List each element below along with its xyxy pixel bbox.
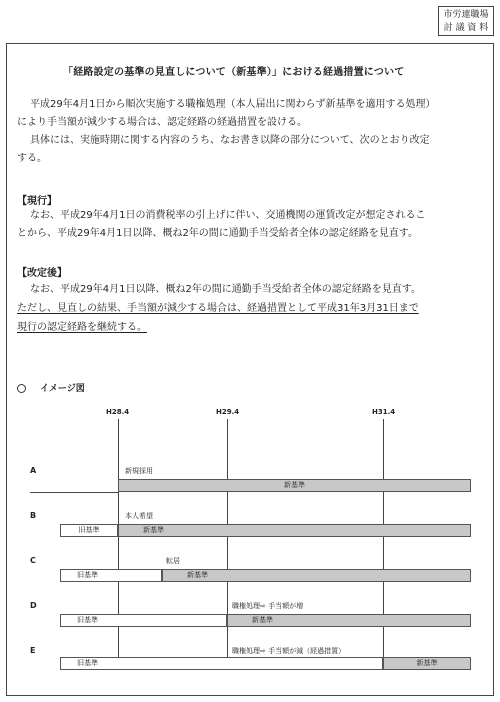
row-b-old-standard-bar: 旧基準 [60, 524, 118, 537]
row-c-new-standard-bar: 新基準 [162, 569, 471, 582]
row-a-letter: A [30, 466, 37, 475]
revised-line-2: ただし、見直しの結果、手当額が減少する場合は、経過措置として平成31年3月31日まで [17, 303, 419, 314]
timeline-line-h29-4 [227, 419, 228, 670]
row-b-new-standard-bar: 新基準 [118, 524, 471, 537]
intro-p1-line2: により手当額が減少する場合は、認定経路の経過措置を設ける。 [17, 117, 307, 128]
row-d-old-standard-bar: 旧基準 [60, 614, 227, 627]
row-a-new-standard-bar: 新基準 [118, 479, 471, 492]
row-e-old-standard-bar: 旧基準 [60, 657, 383, 670]
timeline-line-h31-4 [383, 419, 384, 670]
revised-line-1: なお、平成29年4月1日以降、概ね2年の間に通勤手当受給者全体の認定経路を見直す。 [30, 284, 422, 295]
row-e-new-standard-bar: 新基準 [383, 657, 471, 670]
current-line-1: なお、平成29年4月1日の消費税率の引上げに伴い、交通機関の運賃改定が想定されるこ [30, 210, 426, 221]
row-d-note: 職権処理⇨ 手当額が増 [232, 602, 304, 610]
row-e-letter: E [30, 646, 36, 655]
row-e-note: 職権処理⇨ 手当額が減（経過措置） [232, 647, 346, 655]
row-b-letter: B [30, 511, 37, 520]
revised-line-3: 現行の認定経路を継続する。 [17, 322, 147, 333]
intro-p1-line1: 平成29年4月1日から順次実施する職権処理（本人届出に関わらず新基準を適用する処理） [30, 99, 436, 110]
tick-h29-4: H29.4 [216, 408, 240, 416]
tick-h28-4: H28.4 [106, 408, 130, 416]
current-heading: 【現行】 [17, 196, 57, 207]
row-b-note: 本人希望 [125, 512, 153, 520]
row-d-letter: D [30, 601, 37, 610]
row-c-old-standard-bar: 旧基準 [60, 569, 162, 582]
row-a-baseline [30, 492, 118, 493]
row-a-note: 新規採用 [125, 467, 153, 475]
row-d-new-standard-bar: 新基準 [227, 614, 471, 627]
intro-p2-line1: 具体には、実施時期に関する内容のうち、なお書き以降の部分について、次のとおり改定 [30, 135, 430, 146]
revised-heading: 【改定後】 [17, 268, 67, 279]
circle-bullet-icon [17, 384, 26, 393]
row-c-note: 転居 [166, 557, 180, 565]
diagram-heading: イメージ図 [40, 384, 85, 394]
stamp-line-2: 討 議 資 料 [443, 23, 489, 33]
document-stamp [438, 6, 494, 36]
current-line-2: とから、平成29年4月1日以降、概ね2年の間に通勤手当受給者全体の認定経路を見直す。 [17, 228, 419, 239]
stamp-line-1: 市労連職場 [443, 10, 489, 20]
intro-p2-line2: する。 [17, 153, 47, 164]
document-title: 「経路設定の基準の見直しについて（新基準）」における経過措置について [63, 67, 405, 78]
tick-h31-4: H31.4 [372, 408, 396, 416]
timeline-line-h28-4 [118, 419, 119, 670]
row-c-letter: C [30, 556, 36, 565]
